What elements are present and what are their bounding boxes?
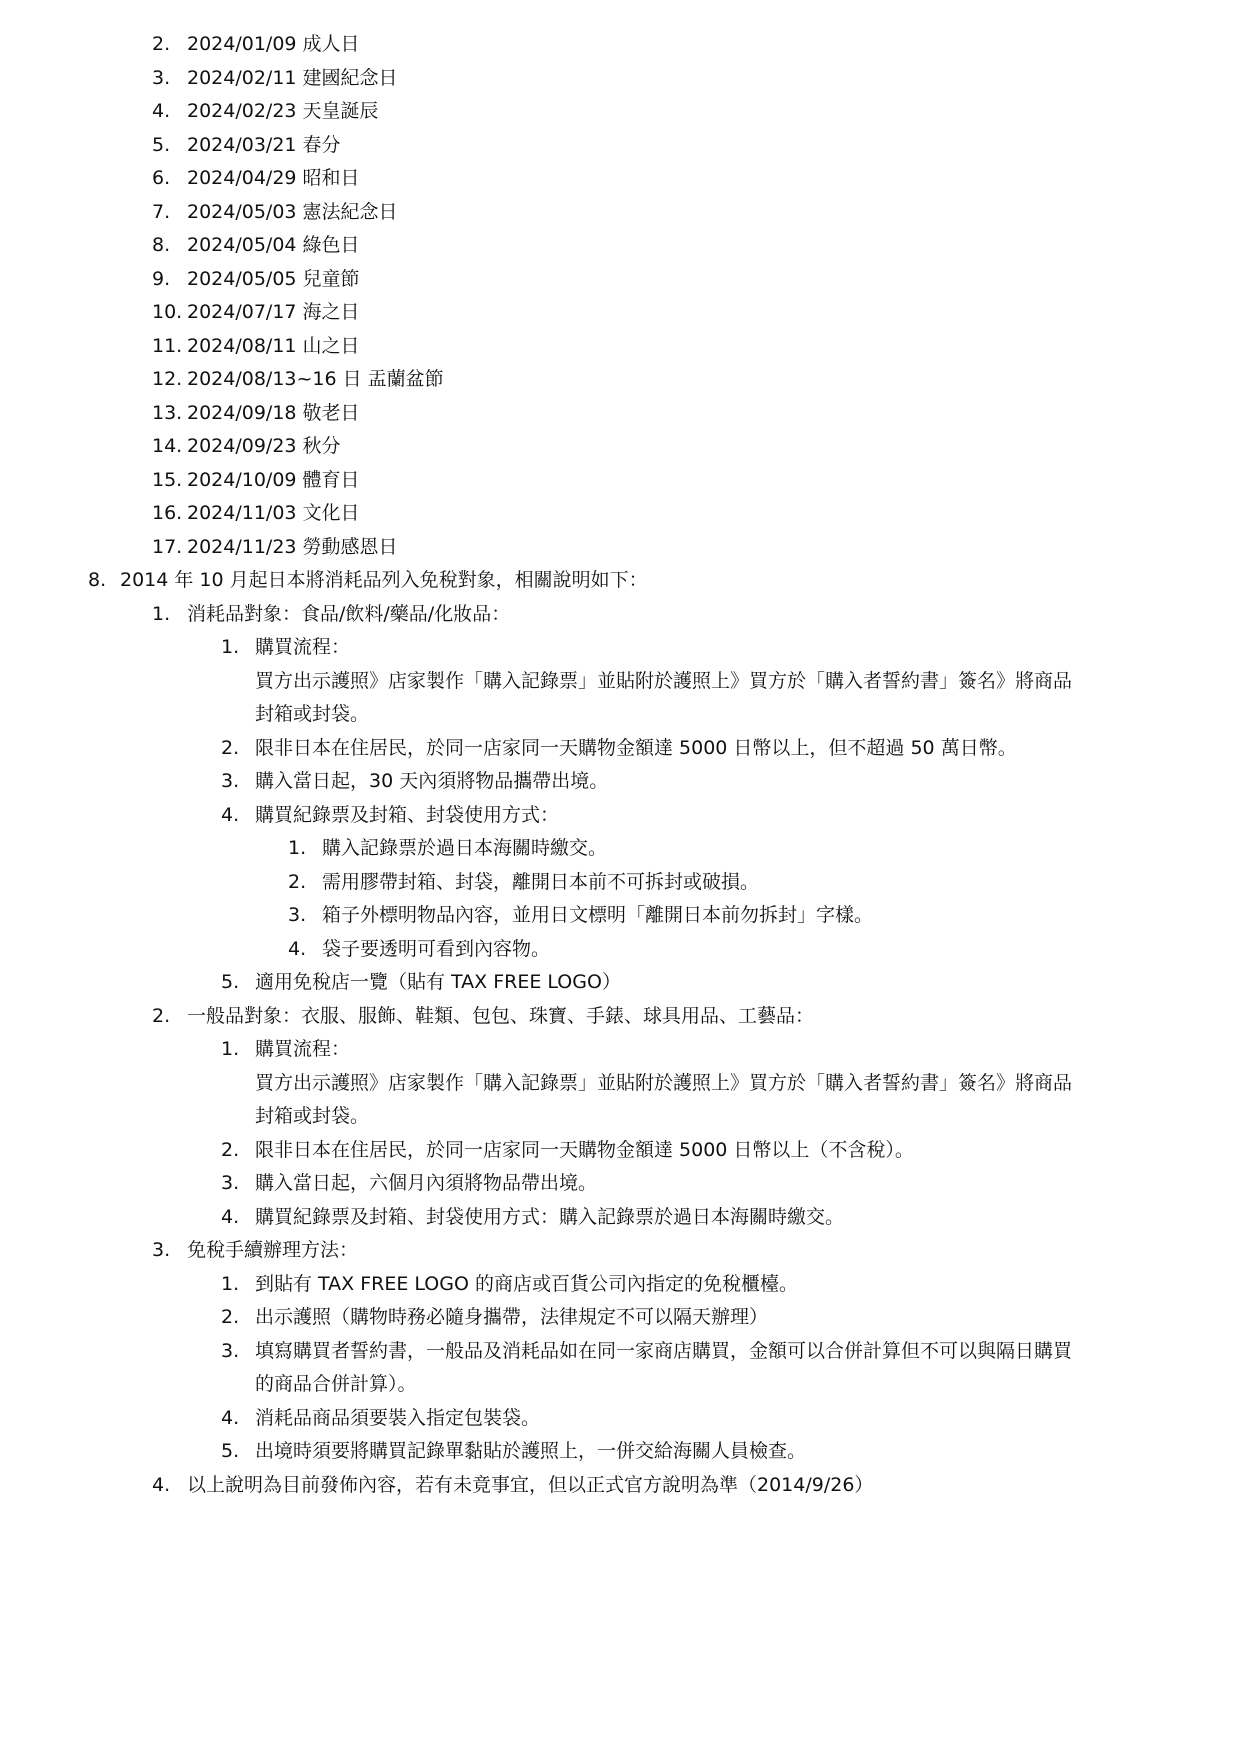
document-page: 2. 2024/01/09 成人日 3. 2024/02/11 建國紀念日 4. 2024/02/23 天皇誕辰 5. 2024/03/21 春分 6. 2024/04/29 昭和日 7. 2024/05/03 憲法紀念日 8. 2024/05/04 綠色日 9. 2024/05/05 兒童節 10. 2024/07/17 海之日 11. 2024/08/11 山之日 12. 2024/08/13~16 日 盂蘭盆節 13. 2024/09/18 敬老日 14. 2024/09/23 秋分 15. 2024/10/09 體育日 16. 2024/11/03 文化日 17. 2024/11/23 勞動感恩日 8. 2014 年 10 月起日本將消耗品列入免稅對象，相關說明如下： 1. 消耗品對象：食品/飲料/藥品/化妝品： 1. 購買流程： 買方出示護照》店家製作「購入記錄票」並貼附於護照上》買方於「購入者誓約書」簽名》將商品 封箱或封袋。 2. 限非日本在住居民，於同一店家同一天購物金額達 5000 日幣以上，但不超過 50 萬日幣。 3. 購入當日起，30 天內須將物品攜帶出境。 4. 購買紀錄票及封箱、封袋使用方式： 1. 購入記錄票於過日本海關時繳交。 2. 需用膠帶封箱、封袋，離開日本前不可拆封或破損。 3. 箱子外標明物品內容，並用日文標明「離開日本前勿拆封」字樣。 4. 袋子要透明可看到內容物。 5. 適用免稅店一覽（貼有 TAX FREE LOGO） 2. 一般品對象：衣服、服飾、鞋類、包包、珠寶、手錶、球具用品、工藝品： 1. 購買流程： 買方出示護照》店家製作「購入記錄票」並貼附於護照上》買方於「購入者誓約書」簽名》將商品 封箱或封袋。 2. 限非日本在住居民，於同一店家同一天購物金額達 5000 日幣以上（不含稅）。 3. 購入當日起，六個月內須將物品帶出境。 4. 購買紀錄票及封箱、封袋使用方式：購入記錄票於過日本海關時繳交。 3. 免稅手續辦理方法： 1. 到貼有 TAX FREE LOGO 的商店或百貨公司內指定的免稅櫃檯。 2. 出示護照（購物時務必隨身攜帶，法律規定不可以隔天辦理） 3. 填寫購買者誓約書，一般品及消耗品如在同一家商店購買，金額可以合併計算但不可以與隔日購買 的商品合併計算）。 4. 消耗品商品須要裝入指定包裝袋。 5. 出境時須要將購買記錄單黏貼於護照上，一併交給海關人員檢查。 4. 以上說明為目前發佈內容，若有未竟事宜，但以正式官方說明為準（2014/9/26） <box>88 33 1073 1496</box>
